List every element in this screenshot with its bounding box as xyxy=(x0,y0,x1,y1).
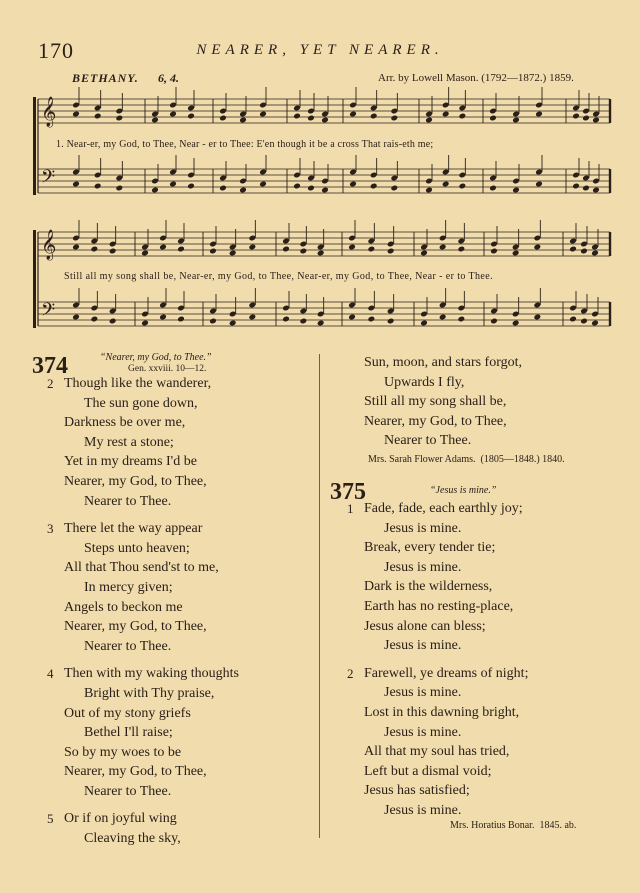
stanza-5 xyxy=(47,809,239,848)
note-head xyxy=(591,250,599,257)
verse-line: Bright with Thy praise, xyxy=(84,685,215,701)
running-title: NEARER, YET NEARER. xyxy=(196,42,444,58)
note-head xyxy=(187,183,195,190)
verse-line: All that Thou send'st to me, xyxy=(64,560,219,576)
note-head xyxy=(91,316,99,323)
verse-line: Nearer, my God, to Thee, xyxy=(364,413,507,429)
note-head xyxy=(442,181,450,188)
verse-line: Darkness be over me, xyxy=(64,415,186,431)
note-head xyxy=(370,113,378,120)
stanza-2 xyxy=(347,664,529,821)
note-head xyxy=(209,248,217,255)
note-head xyxy=(317,320,325,327)
system-bracket xyxy=(33,230,36,328)
verse-line: Earth has no resting-place, xyxy=(364,598,514,614)
hymn-375-attribution xyxy=(450,820,576,831)
stanza-2 xyxy=(47,374,239,511)
verse-line: Nearer to Thee. xyxy=(384,433,472,449)
note-head xyxy=(300,318,308,325)
note-head xyxy=(249,244,257,251)
note-head xyxy=(209,318,217,325)
verse-line: Still all my song shall be, xyxy=(364,394,507,410)
verse-line: Nearer to Thee. xyxy=(84,638,172,654)
note-head xyxy=(177,316,185,323)
note-head xyxy=(229,320,237,327)
note-head xyxy=(490,248,498,255)
verse-line: Nearer to Thee. xyxy=(84,493,172,509)
verse-line: My rest a stone; xyxy=(84,434,174,450)
note-head xyxy=(535,181,543,188)
hymn-374-column-left xyxy=(47,374,239,857)
verse-line: Jesus is mine. xyxy=(384,559,462,575)
note-head xyxy=(229,250,237,257)
note-head xyxy=(72,314,80,321)
note-head xyxy=(307,115,315,122)
note-head xyxy=(151,117,159,124)
verse-line: Jesus is mine. xyxy=(384,724,462,740)
note-head xyxy=(370,183,378,190)
note-head xyxy=(259,111,267,118)
verse-line: Jesus is mine. xyxy=(384,685,462,701)
note-head xyxy=(439,244,447,251)
verse-line: Jesus has satisfied; xyxy=(364,783,470,799)
verse-line: Lost in this dawning bright, xyxy=(364,704,520,720)
system-bracket xyxy=(33,97,36,195)
verse-line: Dark is the wilderness, xyxy=(364,579,493,595)
note-head xyxy=(169,181,177,188)
note-head xyxy=(458,246,466,253)
note-head xyxy=(391,185,399,192)
stanza-number: 2 xyxy=(347,665,354,681)
verse-line: Left but a dismal void; xyxy=(364,763,492,779)
verse-line: Bethel I'll raise; xyxy=(84,725,173,741)
note-head xyxy=(159,244,167,251)
note-head xyxy=(177,246,185,253)
note-head xyxy=(151,187,159,194)
verse-line: In mercy given; xyxy=(84,579,173,595)
verse-line: Break, every tender tie; xyxy=(364,540,496,556)
note-head xyxy=(259,181,267,188)
verse-line: Farewell, ye dreams of night; xyxy=(364,665,529,681)
verse-line: So by my woes to be xyxy=(64,744,182,760)
column-divider xyxy=(319,354,320,838)
note-head xyxy=(109,318,117,325)
note-head xyxy=(569,246,577,253)
note-head xyxy=(442,111,450,118)
note-head xyxy=(489,185,497,192)
hymn-number-375: 375 xyxy=(330,479,366,505)
verse-line: Nearer, my God, to Thee, xyxy=(64,764,207,780)
tune-meter: 6, 4. xyxy=(158,71,179,85)
author-dates: (1805—1848.) xyxy=(480,454,540,465)
music-lyrics-line-2: Still all my song shall be, Near-er, my God, to Thee, Near-er, my God, to Thee, Near - er to Thee. xyxy=(64,271,493,282)
note-head xyxy=(249,314,257,321)
arranger: Arr. by Lowell Mason. xyxy=(378,72,479,84)
arranger-dates: (1792—1872.) xyxy=(481,72,547,84)
note-head xyxy=(94,113,102,120)
note-head xyxy=(282,316,290,323)
note-head xyxy=(239,187,247,194)
stanza-4 xyxy=(47,664,239,801)
verse-line: Then with my waking thoughts xyxy=(64,666,239,682)
note-head xyxy=(72,111,80,118)
note-head xyxy=(187,113,195,120)
verse-line: Jesus is mine. xyxy=(384,638,462,654)
note-head xyxy=(458,316,466,323)
stanza-1 xyxy=(347,499,528,656)
hymn-374-attribution xyxy=(368,454,565,465)
verse-line: There let the way appear xyxy=(64,521,203,537)
note-head xyxy=(169,111,177,118)
stanza-number: 2 xyxy=(47,376,54,391)
note-head xyxy=(572,113,580,120)
note-head xyxy=(293,113,301,120)
note-head xyxy=(141,320,149,327)
verse-line: Steps unto heaven; xyxy=(84,540,190,556)
note-head xyxy=(425,187,433,194)
note-head xyxy=(420,250,428,257)
note-head xyxy=(490,318,498,325)
hymn-375-title: “Jesus is mine.” xyxy=(430,485,497,496)
note-head xyxy=(580,248,588,255)
note-head xyxy=(116,185,124,192)
note-head xyxy=(293,183,301,190)
hymn-number-374: 374 xyxy=(32,353,68,379)
verse-line: Yet in my dreams I'd be xyxy=(64,454,197,470)
note-head xyxy=(300,248,308,255)
tune-year: 1859. xyxy=(549,72,574,84)
hymn-375-column xyxy=(347,499,529,829)
verse-line: Out of my stony griefs xyxy=(64,705,191,721)
note-head xyxy=(219,115,227,122)
music-lyrics-line-1: 1. Near-er, my God, to Thee, Near - er to Thee: E'en though it be a cross That rais-eth me; xyxy=(56,139,434,150)
note-head xyxy=(425,117,433,124)
note-head xyxy=(572,183,580,190)
verse-line: Jesus is mine. xyxy=(384,802,462,818)
note-head xyxy=(387,248,395,255)
note-head xyxy=(72,181,80,188)
verse-line: Nearer, my God, to Thee, xyxy=(64,619,207,635)
note-head xyxy=(239,117,247,124)
hymn-374-title: “Nearer, my God, to Thee.” xyxy=(100,352,212,363)
treble-clef-icon: 𝄞 xyxy=(41,230,57,260)
note-head xyxy=(582,185,590,192)
note-head xyxy=(91,246,99,253)
page-number: 170 xyxy=(38,38,74,63)
verse-line: Though like the wanderer, xyxy=(64,376,212,391)
verse-line: Angels to beckon me xyxy=(64,599,183,615)
note-head xyxy=(591,320,599,327)
hymn-year: 1840. xyxy=(542,454,565,465)
note-head xyxy=(512,250,520,257)
note-head xyxy=(534,314,542,321)
bass-clef-icon: 𝄢 xyxy=(41,167,56,192)
note-head xyxy=(349,111,357,118)
verse-line: Sun, moon, and stars forgot, xyxy=(364,355,523,370)
verse-line: Cleaving the sky, xyxy=(84,831,181,847)
note-head xyxy=(116,115,124,122)
verse-line: Jesus is mine. xyxy=(384,520,462,536)
note-head xyxy=(307,185,315,192)
note-head xyxy=(580,318,588,325)
note-head xyxy=(368,246,376,253)
stanza-number: 4 xyxy=(47,666,54,682)
author: Mrs. Sarah Flower Adams. xyxy=(368,454,476,465)
note-head xyxy=(582,115,590,122)
note-head xyxy=(459,113,467,120)
note-head xyxy=(368,316,376,323)
note-head xyxy=(534,244,542,251)
verse-line: Fade, fade, each earthly joy; xyxy=(364,501,523,516)
stanza-number: 1 xyxy=(347,501,354,516)
hymn-year: 1845. ab. xyxy=(539,820,577,831)
note-head xyxy=(159,314,167,321)
note-head xyxy=(512,117,520,124)
note-head xyxy=(349,181,357,188)
verse-line: Or if on joyful wing xyxy=(64,811,177,827)
stanza-3 xyxy=(47,519,239,656)
note-head xyxy=(219,185,227,192)
note-head xyxy=(512,320,520,327)
note-head xyxy=(317,250,325,257)
verse-line: Upwards I fly, xyxy=(384,374,465,390)
verse-line: The sun gone down, xyxy=(84,395,198,411)
note-head xyxy=(109,248,117,255)
note-head xyxy=(569,316,577,323)
note-head xyxy=(72,244,80,251)
hymn-374-column-right xyxy=(364,353,522,451)
note-head xyxy=(321,117,329,124)
note-head xyxy=(282,246,290,253)
treble-clef-icon: 𝄞 xyxy=(41,97,57,127)
note-head xyxy=(592,117,600,124)
note-head xyxy=(391,115,399,122)
verse-line: Nearer to Thee. xyxy=(84,783,172,799)
note-head xyxy=(459,183,467,190)
note-head xyxy=(489,115,497,122)
note-head xyxy=(94,183,102,190)
bass-clef-icon: 𝄢 xyxy=(41,300,56,325)
stanza-number: 5 xyxy=(47,811,54,827)
note-head xyxy=(348,314,356,321)
note-head xyxy=(592,187,600,194)
note-head xyxy=(439,314,447,321)
hymn-374-reference: Gen. xxviii. 10—12. xyxy=(128,364,207,374)
verse-line: Nearer, my God, to Thee, xyxy=(64,473,207,489)
note-head xyxy=(535,111,543,118)
tune-name: BETHANY. xyxy=(72,71,139,85)
note-head xyxy=(348,244,356,251)
note-head xyxy=(321,187,329,194)
author: Mrs. Horatius Bonar. xyxy=(450,820,535,831)
note-head xyxy=(512,187,520,194)
verse-line: All that my soul has tried, xyxy=(364,744,510,760)
note-head xyxy=(420,320,428,327)
note-head xyxy=(387,318,395,325)
verse-line: Jesus alone can bless; xyxy=(364,618,486,634)
note-head xyxy=(141,250,149,257)
stanza-number: 3 xyxy=(47,521,54,537)
